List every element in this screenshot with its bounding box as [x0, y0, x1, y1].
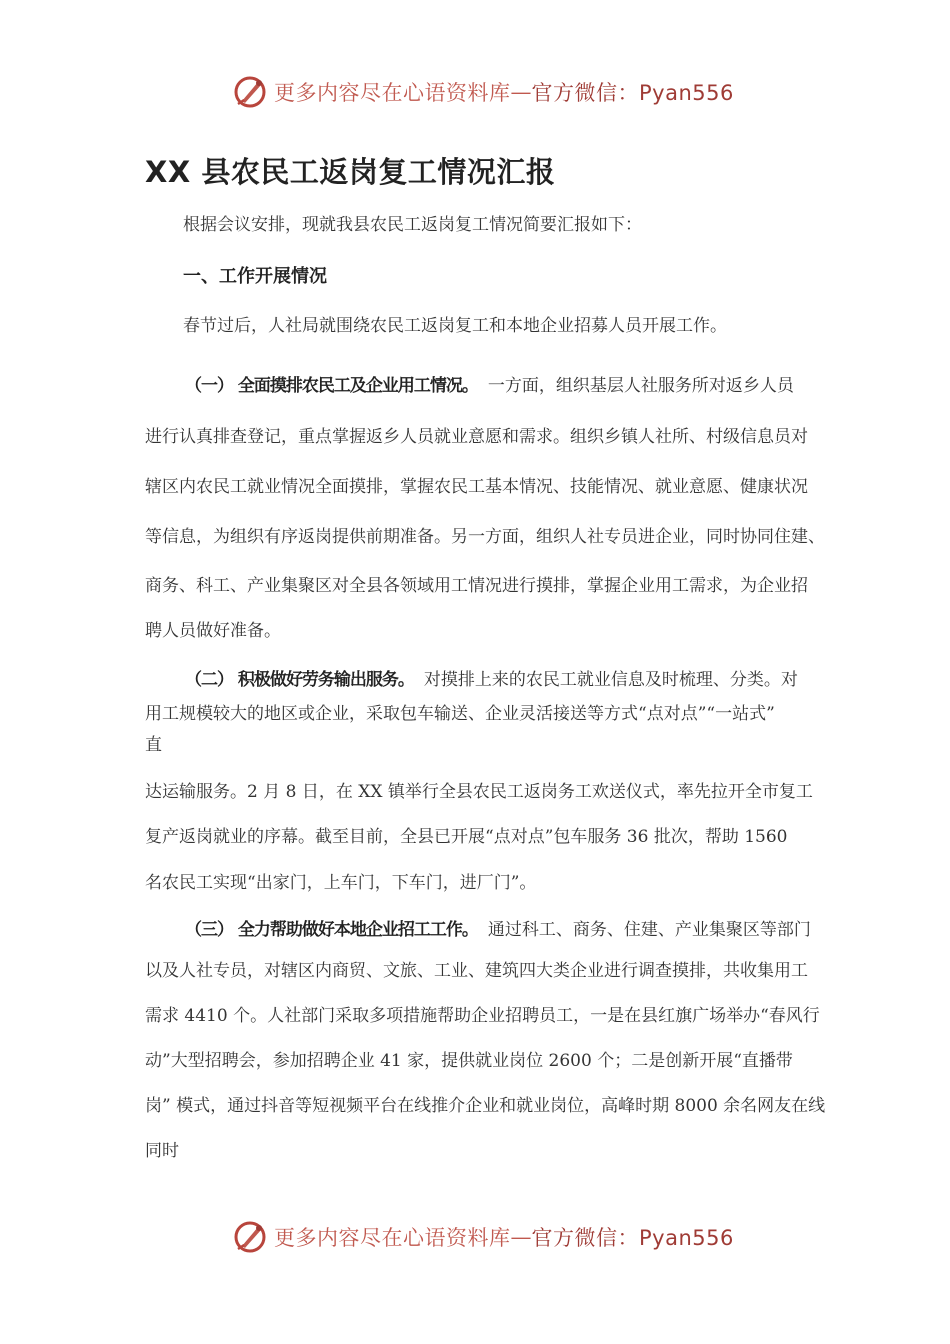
banner-separator: — — [510, 1225, 532, 1249]
site-name: 更多内容尽在心语资料库 — [274, 1226, 511, 1250]
footer-banner — [232, 1215, 734, 1259]
item-3-heading: （三） 全力帮助做好本地企业招工工作。 — [185, 920, 478, 940]
item-1-line: 聘人员做好准备。 — [145, 621, 281, 641]
site-name: 更多内容尽在心语资料库 — [274, 81, 511, 105]
section-heading: 一、工作开展情况 — [183, 266, 327, 287]
item-3-line: 以及人社专员，对辖区内商贸、文旅、工业、建筑四大类企业进行调查摸排，共收集用工 — [145, 961, 808, 981]
item-2-line: 直 — [145, 735, 162, 755]
item-3-line: 通过科工、商务、住建、产业集聚区等部门 — [487, 920, 811, 940]
item-2-first-line — [185, 668, 798, 692]
intro-paragraph: 根据会议安排，现就我县农民工返岗复工情况简要汇报如下： — [183, 215, 642, 235]
item-3-first-line — [185, 918, 811, 942]
item-3-line: 动”大型招聘会，参加招聘企业 41 家，提供就业岗位 2600 个；二是创新开展“直播带 — [145, 1051, 793, 1071]
item-2-line: 名农民工实现“出家门，上车门，下车门，进厂门”。 — [145, 873, 537, 893]
item-3-line: 同时 — [145, 1141, 179, 1161]
item-1-line: 等信息，为组织有序返岗提供前期准备。另一方面，组织人社专员进企业，同时协同住建、 — [145, 527, 825, 547]
quill-pen-logo-icon — [232, 1219, 268, 1255]
item-1-first-line — [185, 374, 794, 398]
item-1-heading: （一） 全面摸排农民工及企业用工情况。 — [185, 376, 478, 396]
document-title: XX 县农民工返岗复工情况汇报 — [145, 155, 556, 189]
banner-separator: — — [510, 80, 532, 104]
wechat-contact: 官方微信：Pyan556 — [531, 81, 734, 105]
wechat-contact: 官方微信：Pyan556 — [531, 1226, 734, 1250]
item-2-heading: （二） 积极做好劳务输出服务。 — [185, 670, 414, 690]
item-1-line: 一方面，组织基层人社服务所对返乡人员 — [487, 376, 794, 396]
section-intro: 春节过后，人社局就围绕农民工返岗复工和本地企业招募人员开展工作。 — [183, 316, 727, 336]
header-banner — [232, 70, 734, 114]
item-2-line: 达运输服务。2 月 8 日，在 XX 镇举行全县农民工返岗务工欢送仪式，率先拉开全市复工 — [145, 782, 813, 802]
item-2-line: 复产返岗就业的序幕。截至目前，全县已开展“点对点”包车服务 36 批次，帮助 1560 — [145, 827, 788, 847]
item-1-line: 商务、科工、产业集聚区对全县各领域用工情况进行摸排，掌握企业用工需求，为企业招 — [145, 576, 808, 596]
item-3-line: 岗” 模式，通过抖音等短视频平台在线推介企业和就业岗位，高峰时期 8000 余名网友在线 — [145, 1096, 826, 1116]
item-2-line: 用工规模较大的地区或企业，采取包车输送、企业灵活接送等方式“点对点”“一站式” — [145, 704, 775, 724]
item-1-line: 进行认真排查登记，重点掌握返乡人员就业意愿和需求。组织乡镇人社所、村级信息员对 — [145, 427, 808, 447]
item-1-line: 辖区内农民工就业情况全面摸排，掌握农民工基本情况、技能情况、就业意愿、健康状况 — [145, 477, 808, 497]
item-2-line: 对摸排上来的农民工就业信息及时梳理、分类。对 — [423, 670, 798, 690]
item-3-line: 需求 4410 个。人社部门采取多项措施帮助企业招聘员工，一是在县红旗广场举办“春风行 — [145, 1006, 820, 1026]
quill-pen-logo-icon — [232, 74, 268, 110]
